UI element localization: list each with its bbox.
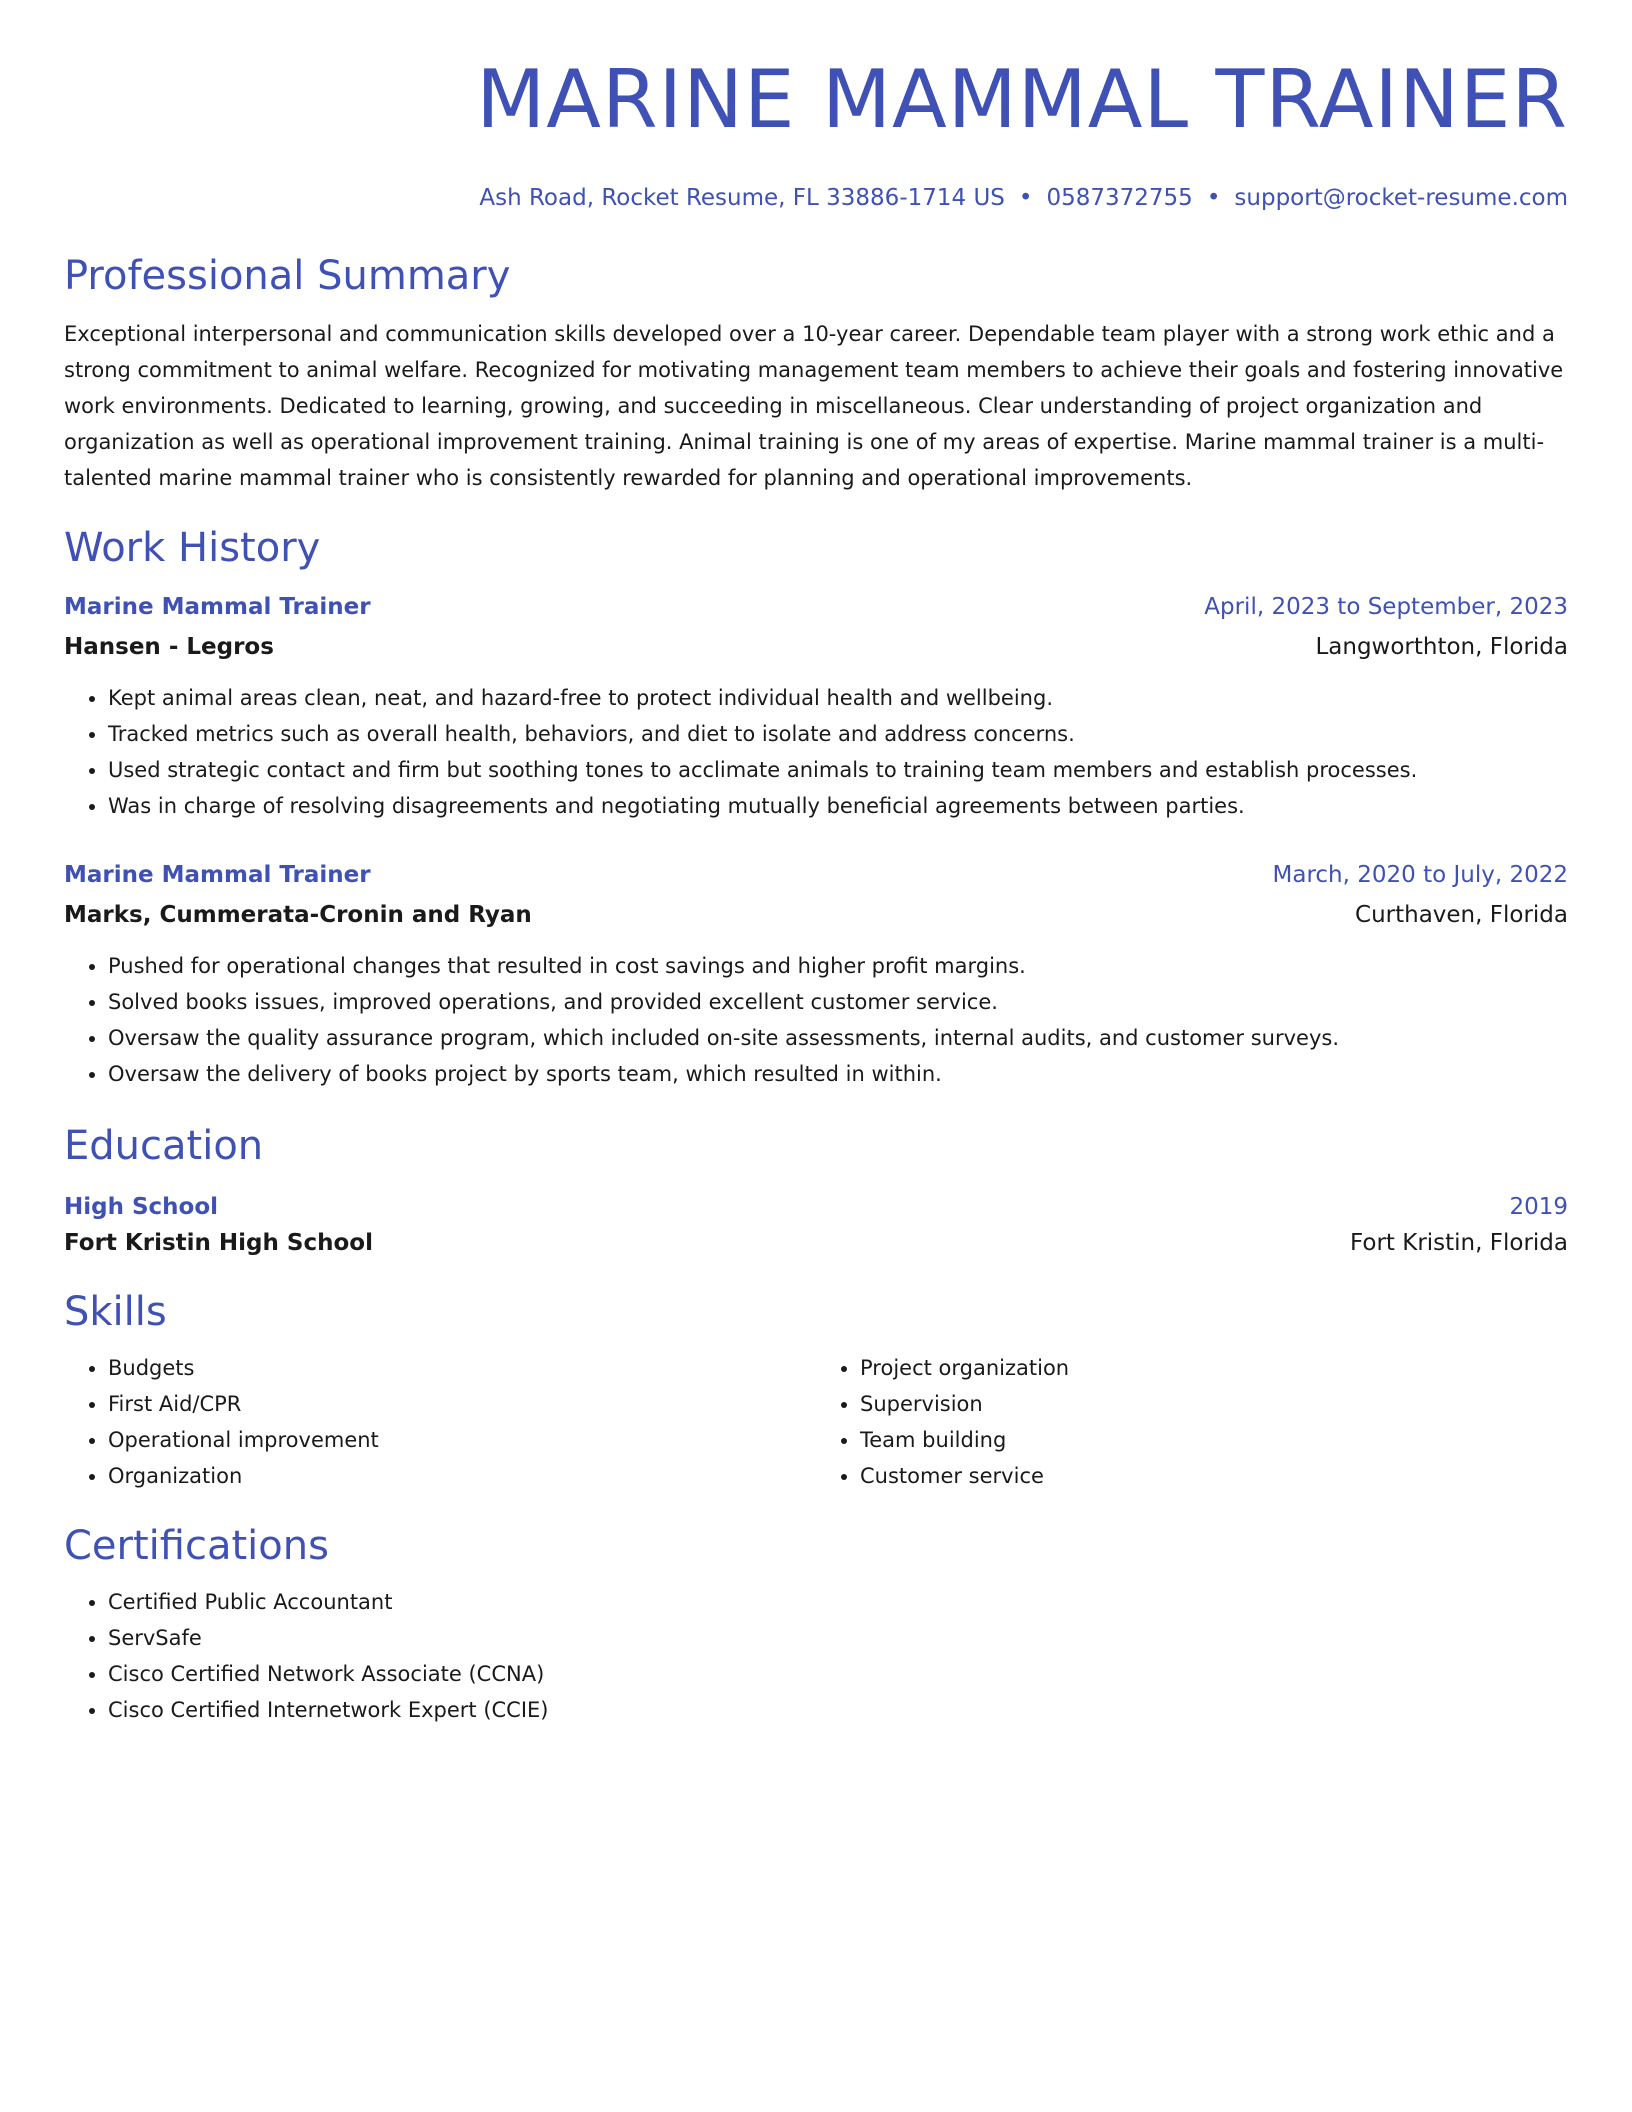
skills-grid (64, 1350, 1568, 1494)
job-header-row (64, 592, 1568, 622)
job-bullets (64, 948, 1568, 1092)
job-title: Marine Mammal Trainer (64, 594, 371, 620)
section-heading-certifications: Certifications (64, 1523, 329, 1569)
job-bullet: • Used strategic contact and firm but soothing tones to acclimate animals to training team members and establish processes. (108, 752, 1568, 788)
job-dates: March, 2020 to July, 2022 (1272, 862, 1568, 888)
contact-address: Ash Road, Rocket Resume, FL 33886-1714 US (479, 185, 1005, 211)
certification-item: • Cisco Certified Network Associate (CCNA) (108, 1656, 1568, 1692)
section-heading-summary: Professional Summary (64, 253, 511, 299)
skill-item: • First Aid/CPR (108, 1386, 816, 1422)
skill-item: • Operational improvement (108, 1422, 816, 1458)
skill-item: • Customer service (860, 1458, 1568, 1494)
job-company: Marks, Cummerata-Cronin and Ryan (64, 902, 532, 928)
education-header-row (64, 1192, 1568, 1222)
job-bullet: • Solved books issues, improved operations, and provided excellent customer service. (108, 984, 1568, 1020)
education-school-row (64, 1228, 1568, 1258)
contact-separator: • (1206, 185, 1221, 211)
skill-item: • Organization (108, 1458, 816, 1494)
section-heading-education: Education (64, 1123, 264, 1169)
job-header-row (64, 860, 1568, 890)
job-company: Hansen - Legros (64, 634, 274, 660)
contact-email[interactable]: support@rocket-resume.com (1234, 185, 1568, 211)
education-entry (64, 1192, 1568, 1258)
section-heading-skills: Skills (64, 1289, 167, 1335)
skill-item: • Project organization (860, 1350, 1568, 1386)
job-company-row (64, 632, 1568, 662)
contact-line (64, 184, 1568, 212)
skill-item: • Budgets (108, 1350, 816, 1386)
certification-item: • Certified Public Accountant (108, 1584, 1568, 1620)
skill-item: • Supervision (860, 1386, 1568, 1422)
job-bullet: • Pushed for operational changes that resulted in cost savings and higher profit margins. (108, 948, 1568, 984)
job-bullet: • Was in charge of resolving disagreements and negotiating mutually beneficial agreements between parties. (108, 788, 1568, 824)
job-bullets (64, 680, 1568, 824)
education-location: Fort Kristin, Florida (1349, 1230, 1568, 1256)
job-bullet: • Tracked metrics such as overall health, behaviors, and diet to isolate and address concerns. (108, 716, 1568, 752)
job-entry (64, 592, 1568, 824)
resume-title: MARINE MAMMAL TRAINER (476, 53, 1568, 146)
job-location: Curthaven, Florida (1355, 902, 1568, 928)
job-bullet: • Kept animal areas clean, neat, and hazard-free to protect individual health and wellbeing. (108, 680, 1568, 716)
section-heading-work: Work History (64, 525, 321, 571)
certifications-list (64, 1584, 1568, 1728)
skills-list-right (816, 1350, 1568, 1494)
summary-paragraph: Exceptional interpersonal and communication skills developed over a 10-year career. Dependable team player with a strong work ethic and a strong commitment to animal welfare. Recognized for motivating management team members to achieve their goals and fostering innovative work environments. Dedicated to learning, growing, and succeeding in miscellaneous. Clear understanding of project organization and organization as well as operational improvement training. Animal training is one of my areas of expertise. Marine mammal trainer is a multi-talented marine mammal trainer who is consistently rewarded for planning and operational improvements. (64, 322, 1564, 490)
contact-phone: 0587372755 (1046, 185, 1193, 211)
education-year: 2019 (1509, 1194, 1568, 1220)
education-school: Fort Kristin High School (64, 1230, 373, 1256)
job-bullet: • Oversaw the quality assurance program, which included on-site assessments, internal audits, and customer surveys. (108, 1020, 1568, 1056)
certification-item: • ServSafe (108, 1620, 1568, 1656)
job-title: Marine Mammal Trainer (64, 862, 371, 888)
job-entry (64, 860, 1568, 1092)
job-company-row (64, 900, 1568, 930)
skills-list-left (64, 1350, 816, 1494)
job-dates: April, 2023 to September, 2023 (1204, 594, 1568, 620)
contact-separator: • (1018, 185, 1033, 211)
education-degree: High School (64, 1194, 219, 1220)
job-location: Langworthton, Florida (1315, 634, 1568, 660)
job-bullet: • Oversaw the delivery of books project by sports team, which resulted in within. (108, 1056, 1568, 1092)
certification-item: • Cisco Certified Internetwork Expert (CCIE) (108, 1692, 1568, 1728)
skill-item: • Team building (860, 1422, 1568, 1458)
